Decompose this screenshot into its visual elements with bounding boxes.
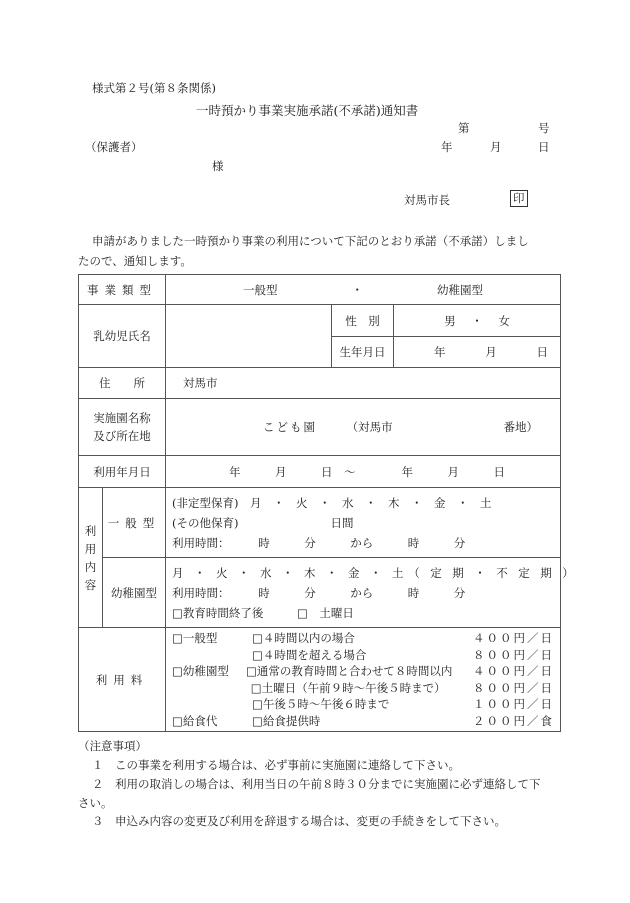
sex-female: 女 [498,313,510,328]
note-2-line-1: ２ 利用の取消しの場合は、利用当日の午前８時３０分までに実施園に必ず連絡して下 [92,777,541,791]
birth-date-field[interactable] [394,337,561,368]
fee-row [166,680,560,697]
fee-row [166,713,560,730]
birth-date-label: 生年月日 [332,337,394,368]
general-type-label: 一般型 [103,488,166,558]
form-number: 様式第２号(第８条関係) [92,81,216,95]
intro-line-1: 申請がありました一時預かり事業の利用について下記のとおり承諾（不承諾）しまし [92,234,529,248]
date-year: 年 [441,140,453,154]
fee-row [166,663,560,680]
fee-category[interactable]: □給食代 [172,713,218,728]
fee-price: ２００円／食 [473,713,555,728]
date-month: 月 [490,140,502,154]
fee-category[interactable]: □一般型 [172,631,218,645]
fee-price: ４００円／日 [473,631,555,645]
row-usage-general [79,488,561,558]
business-type-general: 一般型 [243,282,278,297]
fee-category [166,680,251,697]
seal-mark: 印 [510,190,528,207]
usage-period-label: 利用年月日 [79,456,166,488]
address-label: 住 所 [79,368,166,399]
note-3: ３ 申込み内容の変更及び利用を辞退する場合は、変更の手続きをして下さい。 [92,814,506,828]
doc-number-suffix: 号 [538,121,550,135]
row-address [79,368,561,399]
business-type-separator: ・ [351,282,363,297]
fee-row [166,630,560,647]
general-type-field[interactable] [166,488,561,558]
fee-category[interactable]: □幼稚園型 [172,664,229,678]
after-school-checkbox[interactable]: □教育時間終了後 [172,605,264,620]
birth-month: 月 [485,345,497,359]
kindergarten-line-2: 利用時間： 時 分 から 時 分 [172,585,466,600]
sex-field[interactable] [394,305,561,337]
fee-description[interactable]: □午後５時～午後６時まで [252,697,390,711]
note-2-line-2: さい。 [78,796,113,810]
facility-label-line2: 及び所在地 [93,429,151,443]
fee-price: ８００円／日 [473,680,555,695]
usage-content-label: 利用内容 [79,488,103,628]
child-name-label: 乳幼児氏名 [79,305,166,368]
document-title: 一時預かり事業実施承諾(不承諾)通知書 [196,103,419,118]
guardian-label: （保護者） [85,140,143,154]
fee-category [166,696,252,713]
note-1: １ この事業を利用する場合は、必ず事前に実施園に連絡して下さい。 [92,758,460,772]
business-type-value [166,275,561,305]
facility-label [79,399,166,456]
row-usage-kindergarten [79,558,561,628]
birth-year: 年 [434,345,446,359]
fee-description[interactable]: □給食提供時 [252,713,321,728]
general-line-2: (その他保育) 日間 [172,515,354,530]
fees-label: 利用料 [79,628,166,732]
sex-separator: ・ [471,313,483,328]
fee-category [166,647,252,664]
fees-field [166,628,561,732]
kindergarten-line-1: 月 ・ 火 ・ 水 ・ 木 ・ 金 ・ 土 （ 定 期 ・ 不 定 期 ） [172,565,574,580]
saturday-checkbox[interactable]: □ 土曜日 [297,605,354,620]
facility-field[interactable] [166,399,561,456]
facility-address-prefix: （対馬市 [346,420,393,434]
kindergarten-type-label: 幼稚園型 [103,558,166,628]
usage-period-field[interactable]: 年 月 日 ～ 年 月 日 [166,456,561,488]
fee-row [166,696,560,713]
row-fees [79,628,561,732]
facility-label-line1: 実施園名称 [93,411,151,425]
issuer: 対馬市長 [404,193,450,207]
fee-description[interactable]: □土曜日（午前９時～午後５時まで） [250,680,446,695]
birth-day: 日 [536,345,549,359]
fee-list [166,630,560,729]
fee-price: ４００円／日 [473,664,555,678]
fee-description[interactable]: □４時間を超える場合 [252,647,367,662]
application-table [78,274,574,732]
facility-name: こども園 [263,420,317,434]
row-business-type [79,275,561,305]
kindergarten-type-field[interactable] [166,558,574,628]
fee-description[interactable]: □４時間以内の場合 [252,631,355,645]
fee-price: ８００円／日 [473,647,555,662]
date-day: 日 [538,140,550,154]
honorific: 様 [212,159,224,173]
general-line-3: 利用時間： 時 分 から 時 分 [172,535,466,550]
address-field[interactable]: 対馬市 [166,368,561,399]
child-name-field[interactable] [166,305,332,368]
general-line-1: (非定型保育) 月 ・ 火 ・ 水 ・ 木 ・ 金 ・ 土 [172,495,492,510]
business-type-label: 事業類型 [79,275,166,305]
row-facility [79,399,561,456]
sex-male: 男 [444,313,456,328]
fee-row [166,647,560,664]
intro-line-2: たので、通知します。 [78,254,192,268]
row-child-sex [79,305,561,337]
notes-heading: （注意事項） [78,739,147,753]
fee-price: １００円／日 [473,697,555,711]
fee-description[interactable]: □通常の教育時間と合わせて８時間以内 [245,664,453,678]
business-type-kindergarten: 幼稚園型 [437,282,483,297]
doc-number-prefix: 第 [458,121,470,135]
facility-address-suffix: 番地） [503,420,539,434]
sex-label: 性 別 [332,305,394,337]
row-usage-period [79,456,561,488]
